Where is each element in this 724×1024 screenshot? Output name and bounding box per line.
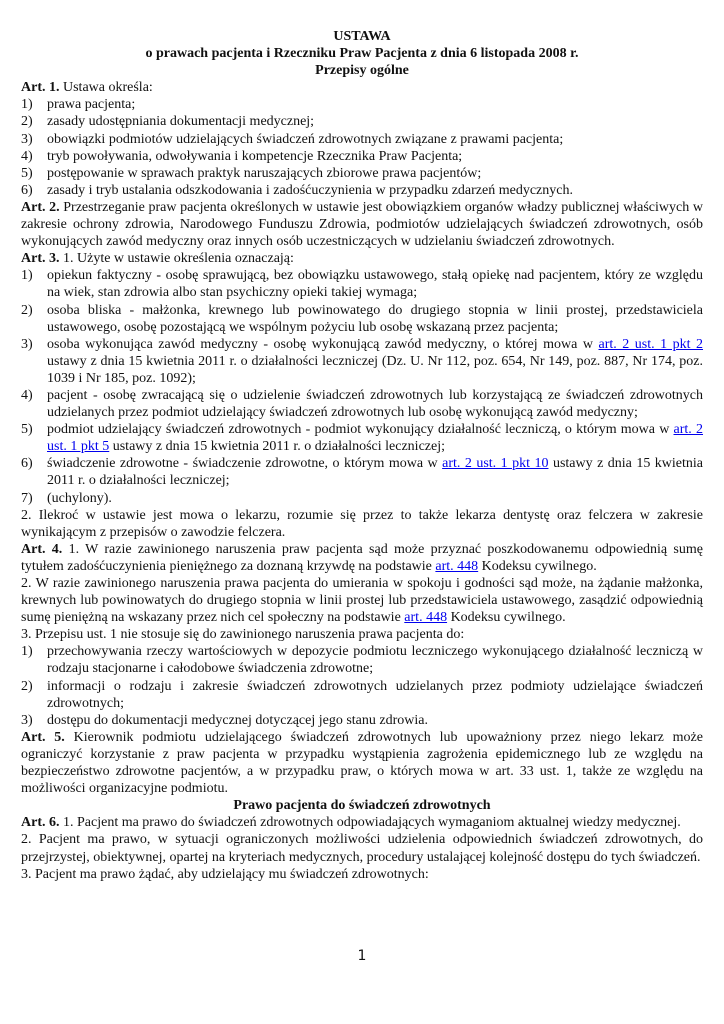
item-number: 1) [21, 268, 33, 284]
art3-item-3 [21, 336, 703, 387]
art4-text: Kodeksu cywilnego. [447, 610, 566, 626]
art4-label: Art. 4. [21, 541, 63, 557]
art1-item-5 [21, 165, 703, 182]
item-number: 3) [21, 131, 33, 147]
art3-intro [21, 250, 703, 267]
item-text: opiekun faktyczny - osobę sprawującą, bez obowiązku ustawowego, stałą opiekę nad pacjentem, który ze względu na wiek, stan zdrowia albo stan psychiczny opieki takiej wymaga; [47, 268, 703, 301]
art1-item-3 [21, 131, 703, 148]
art4-list [21, 643, 703, 728]
art3-label: Art. 3. [21, 251, 60, 267]
document-page [21, 28, 703, 883]
item-text: przechowywania rzeczy wartościowych w depozycie podmiotu leczniczego wykonującego działalność leczniczą w rodzaju stacjonarne i całodobowe świadczenia zdrowotne; [47, 644, 703, 677]
item-number: 3) [21, 336, 33, 352]
art6-text: 1. Pacjent ma prawo do świadczeń zdrowotnych odpowiadających wymaganiom aktualnej wiedzy medycznej. [59, 815, 681, 831]
item-text-part: świadczenie zdrowotne - świadczenie zdrowotne, o którym mowa w [47, 456, 443, 472]
art2-text: Przestrzeganie praw pacjenta określonych w ustawie jest obowiązkiem organów władzy publicznej właściwych w zakresie ochrony zdrowia, Narodowego Funduszu Zdrowia, podmiotów udzielających świadczeń zdrowotnych, osób wykonujących zawód medyczny oraz innych osób uczestniczących w udzielaniu świadczeń zdrowotnych. [21, 199, 703, 250]
art4-text: 1. W razie zawinionego naruszenia praw pacjenta sąd może przyznać poszkodowanemu odpowiednią sumę tytułem zadośćuczynienia pieniężnego za doznaną krzywdę na podstawie [21, 541, 703, 574]
act-subtitle: o prawach pacjenta i Rzeczniku Praw Pacjenta z dnia 6 listopada 2008 r. [145, 46, 579, 62]
item-text: osoba bliska - małżonka, krewnego lub powinowatego do drugiego stopnia w linii prostej, przedstawiciela ustawowego, osobę pozostającą we wspólnym pożyciu lub osobę wskazaną przez pacjenta; [47, 302, 703, 335]
art1-item-4 [21, 148, 703, 165]
art3-item-4 [21, 387, 703, 421]
item-text-part: ustawy z dnia 15 kwietnia 2011 r. o działalności leczniczej; [109, 439, 445, 455]
art4-item-3 [21, 712, 703, 729]
act-title: USTAWA [333, 29, 391, 44]
link-art-2-ust-1-pkt-2[interactable]: art. 2 ust. 1 pkt 2 [598, 336, 703, 352]
item-text: obowiązki podmiotów udzielających świadczeń zdrowotnych związane z prawami pacjenta; [47, 131, 564, 147]
item-number: 5) [21, 422, 33, 438]
art2-paragraph [21, 199, 703, 250]
item-number: 3) [21, 712, 33, 728]
item-text [47, 455, 703, 489]
art1-label: Art. 1. [21, 80, 60, 96]
link-art-448[interactable]: art. 448 [404, 610, 448, 626]
art4-item-2 [21, 678, 703, 712]
item-number: 2) [21, 114, 33, 130]
art1-list [21, 96, 703, 199]
art3-paragraph-2: 2. Ilekroć w ustawie jest mowa o lekarzu, rozumie się przez to także lekarza dentystę oraz felczera w zakresie wynikającym z przepisów o zawodzie felczera. [21, 507, 703, 540]
item-text: postępowanie w sprawach praktyk naruszających zbiorowe prawa pacjentów; [47, 165, 482, 181]
item-number: 4) [21, 387, 33, 403]
art4-text: Kodeksu cywilnego. [478, 558, 597, 574]
item-text: zasady i tryb ustalania odszkodowania i zadośćuczynienia w przypadku zdarzeń medycznych. [47, 182, 573, 198]
item-text: prawa pacjenta; [47, 97, 136, 113]
link-art-2-ust-1-pkt-5[interactable]: art. 2 ust. 1 pkt 5 [47, 422, 703, 455]
page-number: 1 [357, 948, 367, 964]
item-text: (uchylony). [47, 490, 112, 506]
art4-text: 2. W razie zawinionego naruszenia prawa pacjenta do umierania w spokoju i godności sąd może, na żądanie małżonka, krewnych lub powinowatych do drugiego stopnia w linii prostej lub przedstawiciela ustawowego, zasądzić odpowiednią sumę pieniężną na wskazany przez nich cel społeczny na podstawie [21, 576, 703, 626]
art3-item-2 [21, 302, 703, 336]
item-text-part: ustawy z dnia 15 kwietnia 2011 r. o działalności leczniczej (Dz. U. Nr 112, poz. 654, Nr 149, poz. 887, Nr 174, poz. 1039 i Nr 185, poz. 1092); [47, 353, 703, 386]
art6-paragraph-2: 2. Pacjent ma prawo, w sytuacji ograniczonych możliwości udzielenia odpowiednich świadczeń zdrowotnych, do przejrzystej, obiektywnej, opartej na kryteriach medycznych, procedury ustalającej kolejność dostępu do tych świadczeń. [21, 832, 703, 865]
art4-paragraph-3: 3. Przepisu ust. 1 nie stosuje się do zawinionego naruszenia prawa pacjenta do: [21, 627, 465, 643]
item-text: pacjent - osobę zwracającą się o udzielenie świadczeń zdrowotnych lub korzystającą ze świadczeń zdrowotnych udzielanych przez podmiot udzielający świadczeń zdrowotnych lub osobę wykonującą zawód medyczny; [47, 387, 703, 421]
item-text: informacji o rodzaju i zakresie świadczeń zdrowotnych udzielanych przez podmioty udzielające świadczeń zdrowotnych; [47, 678, 703, 711]
art6-paragraph-3: 3. Pacjent ma prawo żądać, aby udzielający mu świadczeń zdrowotnych: [21, 866, 429, 882]
art3-intro-text: 1. Użyte w ustawie określenia oznaczają: [59, 251, 294, 267]
art5-paragraph [21, 729, 703, 797]
art2-label: Art. 2. [21, 199, 60, 215]
item-text: dostępu do dokumentacji medycznej dotyczącej jego stanu zdrowia. [47, 712, 428, 728]
chapter-heading-2: Prawo pacjenta do świadczeń zdrowotnych [233, 798, 491, 814]
art1-item-1 [21, 96, 703, 113]
art4-paragraph-1 [21, 541, 703, 575]
item-number: 1) [21, 97, 33, 113]
item-number: 6) [21, 182, 33, 198]
art4-paragraph-2 [21, 575, 703, 626]
art3-item-1 [21, 267, 703, 301]
item-number: 4) [21, 148, 33, 164]
chapter-heading: Przepisy ogólne [315, 63, 409, 79]
art4-item-1 [21, 643, 703, 677]
art3-item-7 [21, 490, 703, 507]
item-text [47, 336, 703, 387]
item-text: tryb powoływania, odwoływania i kompetencje Rzecznika Praw Pacjenta; [47, 148, 463, 164]
art1-intro [21, 79, 703, 96]
item-number: 6) [21, 456, 33, 472]
art6-label: Art. 6. [21, 815, 60, 831]
link-art-448[interactable]: art. 448 [435, 558, 479, 574]
link-art-2-ust-1-pkt-10[interactable]: art. 2 ust. 1 pkt 10 [442, 456, 549, 472]
item-text [47, 421, 703, 455]
item-text: zasady udostępniania dokumentacji medycznej; [47, 114, 315, 130]
item-number: 7) [21, 490, 33, 506]
item-number: 2) [21, 302, 33, 318]
item-text-part: osoba wykonująca zawód medyczny - osobę wykonującą zawód medyczny, o której mowa w [47, 336, 599, 352]
art1-intro-text: Ustawa określa: [59, 80, 153, 96]
art3-item-6 [21, 455, 703, 489]
item-number: 1) [21, 644, 33, 660]
art3-item-5 [21, 421, 703, 455]
item-number: 2) [21, 678, 33, 694]
item-text-part: podmiot udzielający świadczeń zdrowotnych - podmiot wykonujący działalność leczniczą, o którym mowa w [47, 422, 674, 438]
art1-item-6 [21, 182, 703, 199]
art5-text: Kierownik podmiotu udzielającego świadczeń zdrowotnych lub upoważniony przez niego lekarz może ograniczyć korzystanie z praw pacjenta w przypadku wystąpienia zagrożenia epidemicznego lub ze względu na bezpieczeństwo zdrowotne pacjentów, a w przypadku praw, o których mowa w art. 33 ust. 1, także ze względu na możliwości organizacyjne podmiotu. [21, 729, 703, 797]
art6-paragraph-1 [21, 814, 703, 831]
art1-item-2 [21, 113, 703, 130]
item-number: 5) [21, 165, 33, 181]
item-text-part: ustawy z dnia 15 kwietnia 2011 r. o działalności leczniczej; [47, 456, 704, 489]
art5-label: Art. 5. [21, 729, 65, 745]
